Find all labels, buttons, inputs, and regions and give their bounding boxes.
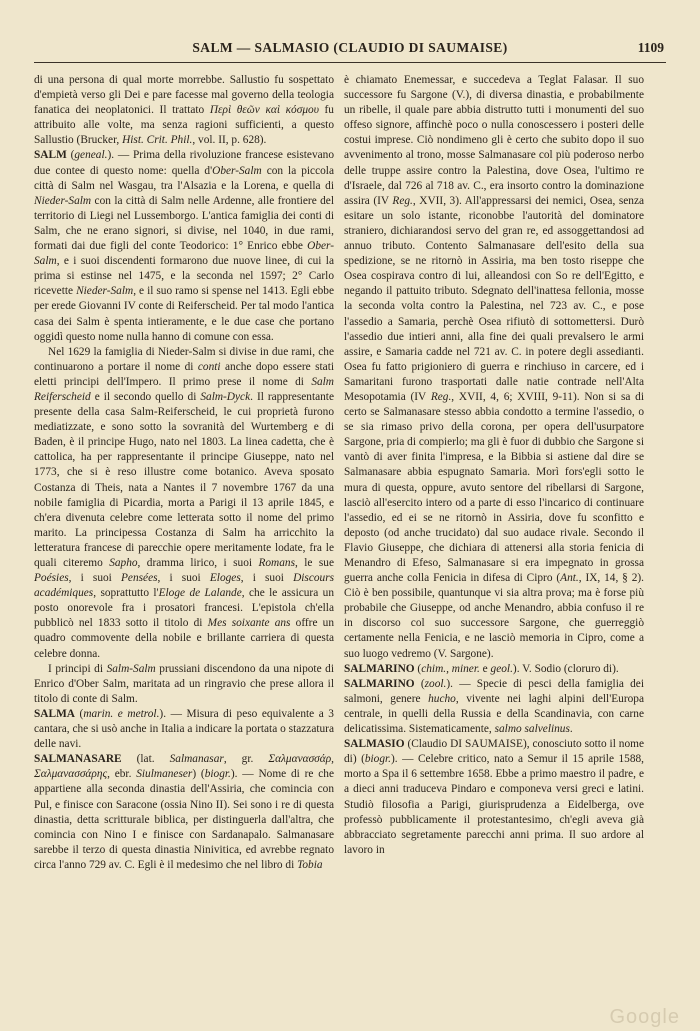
text-run: fu attribuito alle volte, ma senza ragioni sufficienti, a questo Sallustio (Brucker, xyxy=(34,104,334,147)
italic-text: Nieder-Salm xyxy=(76,285,134,298)
italic-text: chim., miner. xyxy=(421,662,480,675)
text-run: ) ( xyxy=(192,768,205,781)
italic-text: Περὶ θεῶν καὶ κόσμου xyxy=(209,104,319,117)
text-run: ). — Celebre critico, nato a Semur il 15 aprile 1588, morto a Spa il 6 settembre 1658. Ebbe a primo maestro il padre, e a dieci anni traduceva Pindaro e componeva versi greci e latini. Studiò filosofia a Parigi, giurisprudenza a Eidelberga, ove professò pubblicamente il protestantesimo, ch'egli aveva già abbracciato segretamente parecchi anni prima. Il suo ardore al lavoro in xyxy=(344,753,644,856)
italic-text: Tobia xyxy=(297,858,323,871)
text-run: , XVII, 3). All'appressarsi dei nemici, Osea, senza esitare un solo istante, riconobbe l'autorità del dominatore straniero, dichiarandosi servo del gran re, ed assoggettandosi ad annuo tributo. Contento Salmanasare dell'esito della sua spedizione, se ne ritornò in Assiria, ma ben tosto riseppe che Osea cospirava contro di lui, alleandosi con So re dell'Egitto, e negando il pattuito tributo. Sdegnato dell'inattesa fellonia, mosse la seconda volta contro la Palestina, nel 723 av. C., e pose l'assedio a Samaria, perchè Osea rifiutò di sottomettersi. Durò l'assedio due intieri anni, alla fine dei quali prevalsero le armi assire, e Samaria cadde nel 721 av. C. in potere degli assedianti. Osea fu fatto prigioniero di guerra e rinchiuso in carcere, ed i Samaritani furono trasportati dalle natie contrade nell'Alta Mesopotamia (IV xyxy=(344,194,645,403)
italic-text: Salm-Dyck xyxy=(200,390,251,403)
italic-text: Discours académiques xyxy=(34,572,335,600)
text-run: , vol. II, p. 628). xyxy=(192,134,267,147)
text-run: , e i suoi discendenti formarono due nuove linee, di cui la prima si estinse nel 1475, e la seconda nel 1597; 2° Carlo ricevette xyxy=(34,255,334,298)
text-run: con la città di Salm nelle Ardenne, alle frontiere del territorio di Liegi nel Lussemborgo. L'antica famiglia dei conti di Salm, che ne erano signori, si divise, nel 1040, in due rami, formati dai due figli del conte Teodorico: 1° Enrico ebbe xyxy=(34,194,334,253)
headword: SALMANASARE xyxy=(34,753,122,766)
italic-text: zool. xyxy=(424,677,447,690)
paragraph xyxy=(34,707,334,752)
headword: SALMARINO xyxy=(344,677,415,690)
text-run: , i suoi xyxy=(68,572,121,585)
italic-text: Salmanasar xyxy=(169,753,224,766)
running-header xyxy=(34,38,666,63)
italic-text: Siulmaneser xyxy=(136,768,193,781)
text-run: . xyxy=(569,723,573,736)
text-run: è chiamato Enemessar, e succedeva a Teglat Falasar. Il suo successore fu Sargone (V.), di diversa dinastia, e probabilmente un ribelle, il quale pare abbia distrutto tutti i monumenti del suo offeso signore, affinchè poco o nulla conoscessero i posteri delle costui imprese. Ciò nondimeno gli è certo che subito dopo il suo avvenimento al trono, mosse Salmanasare col più poderoso nerbo delle truppe assire contro la Palestina, dove Osea, l'ultimo re d'Israele, dal 726 al 718 av. C., era insorto contro la dominazione assira (IV xyxy=(344,74,644,207)
page-number: 1109 xyxy=(637,40,664,55)
text-run: ). V. Sodio (cloruro di). xyxy=(512,662,619,675)
italic-text: salmo salvelinus xyxy=(494,723,570,736)
italic-text: biogr. xyxy=(364,753,392,766)
italic-text: Ober-Salm xyxy=(34,240,334,268)
text-run: , vivente nei laghi alpini dell'Europa centrale, in quelli della Russia e della Scandinavia, con carne delicatissima. Sistematicamente, xyxy=(344,692,645,736)
paragraph xyxy=(344,677,644,737)
text-run: , ebr. xyxy=(107,768,137,781)
text-run: offre un quadro commovente della nobile e brillante carriera di questa celebre donna. xyxy=(34,617,335,660)
paragraph xyxy=(34,345,334,662)
text-run: , i suoi xyxy=(240,572,294,585)
text-run: (Claudio DI SAUMAISE), conosciuto sotto il nome di) ( xyxy=(344,738,644,766)
text-run: ( xyxy=(66,149,75,162)
italic-text: Salm-Salm xyxy=(106,662,156,675)
text-run: , che le assicura un posto onorevole fra i prosatori francesi. L'epistola ch'ella pubblicò nel 1833 sotto il titolo di xyxy=(34,587,334,630)
italic-text: Romans xyxy=(258,557,296,569)
text-run: di una persona di qual morte morrebbe. Sallustio fu sospettato d'empietà verso gli Dei e pare facesse mal governo della teologia fanatica dei neoplatonici. Il trattato xyxy=(34,74,334,117)
italic-text: Pensées xyxy=(120,572,158,585)
text-run: , gr. xyxy=(223,753,269,766)
paragraph xyxy=(344,73,644,662)
text-run: ( xyxy=(414,677,425,690)
text-run: , dramma lirico, i suoi xyxy=(137,557,259,569)
text-run: ). — Nome di re che appartiene alla seconda dinastia dell'Assiria, che comincia con Pul, e finisce con Saracone (ossia Nino II). Sei sono i re di questa dinastia, detta scritturale biblica, per distinguerla dall'altra, che comincia con Nino I e finisce con Sardanapalo. Salmanasare sarebbe il terzo di questa dinastia Ninivitica, ed avrebbe regnato circa l'anno 729 av. C. Egli è il medesimo che nel libro di xyxy=(34,768,334,871)
paragraph xyxy=(34,752,334,873)
text-run: , i suoi xyxy=(157,572,210,585)
paragraph xyxy=(34,148,334,344)
header-title: SALM — SALMASIO (CLAUDIO DI SAUMAISE) xyxy=(192,40,508,55)
italic-text: Ober-Salm xyxy=(212,164,262,177)
italic-text: Σαλμανασσάρ, Σαλμανασσάρης xyxy=(34,753,334,781)
headword: SALMARINO xyxy=(344,662,415,675)
italic-text: Hist. Crit. Phil. xyxy=(122,134,193,147)
text-run: , XVII, 4, 6; XVIII, 9-11). Non si sa di certo se Salmanasare stesso abbia condotto a termine l'assedio, o se sia rimaso privo della corona, per opera dell'usurpatore Sargone, pria di compierlo; ma gli è fuor di dubbio che Sargone si vantò di aver finita l'impresa, e la Bibbia si astiene dal dire se Salmanasare abbia espugnato Samaria. Morì fors'egli sotto le mura di questa, oppure, avuto sentore del ribellarsi di Sargone, lasciò all'esercito intero od a parte di esso l'incarico di continuare l'assedio, ed ei se ne ritornò in Assiria, dove fu sconfitto e deposto (od anche trucidato) dal suo audace rivale. Secondo il Flavio Giuseppe, che dichiara di attenersi alla storia fenicia di Menandro di Efeso, Salmanasare si era impegnato in grossa guerra anche colla Fenicia in difesa di Cipro ( xyxy=(344,390,644,585)
italic-text: geneal. xyxy=(74,149,108,162)
italic-text: Eloges xyxy=(209,572,241,585)
italic-text: Ant. xyxy=(560,572,579,585)
text-run: I principi di xyxy=(48,662,107,675)
italic-text: geol. xyxy=(490,662,513,675)
paragraph xyxy=(344,737,644,858)
italic-text: biogr. xyxy=(204,768,231,781)
italic-text: Sapho xyxy=(109,557,138,569)
headword: SALM xyxy=(34,149,67,162)
italic-text: hucho xyxy=(428,692,456,705)
italic-text: Reg. xyxy=(392,194,413,207)
text-run: anche dopo essere stati eletti principi dell'Impero. Il primo prese il nome di xyxy=(34,360,334,388)
text-run: e xyxy=(479,662,491,675)
text-run: ). — Prima della rivoluzione francese esistevano due contee di questo nome: quella d' xyxy=(34,149,334,177)
text-run: ). — Misura di peso equivalente a 3 cantara, che si usò anche in Italia a indicare la portata o stazzatura delle navi. xyxy=(34,707,334,751)
text-run: ). — Specie di pesci della famiglia dei salmoni, genere xyxy=(344,677,644,705)
text-run: , e il suo ramo si spense nel 1413. Egli ebbe per erede Giovanni IV conte di Reiferscheid. Per tal modo l'antica casa dei Salm è spenta intieramente, e le due case che portano oggidì questo nome nulla hanno di comune con essa. xyxy=(34,285,335,343)
text-run: ( xyxy=(414,662,422,675)
paragraph xyxy=(34,662,334,707)
italic-text: Poésies xyxy=(34,572,69,585)
text-run: , IX, 14, § 2). Ciò è ben possibile, quantunque vi sia altra prova; ma è forse più probabile che Giuseppe, od anche Menandro, abbia confuso il re in discorso col suo successore Sargone, che guerreggiò certamente nella Fenicia, e ne lasciò memoria in Cipro, come a suo luogo vedremo (V. Sargone). xyxy=(344,572,645,660)
text-run: con la piccola città di Salm nel Wasgau, tra l'Alsazia e la Lorena, e quella di xyxy=(34,164,334,192)
italic-text: Salm Reiferscheid xyxy=(34,375,334,403)
italic-text: Mes soixante ans xyxy=(207,617,291,630)
italic-text: Eloge de Lalande xyxy=(158,587,242,600)
text-run: (lat. xyxy=(121,753,170,766)
text-run: , le sue xyxy=(295,557,334,569)
right-column xyxy=(344,73,644,858)
text-run: prussiani discendono da una nipote di Enrico d'Ober Salm, maritata ad un ringravio che prese allora il titolo di conte di Salm. xyxy=(34,662,334,705)
paragraph xyxy=(34,73,334,148)
text-run: . Il rappresentante presente della casa Salm-Reiferscheid, le cui proprietà furono mediatizzate, e sono sotto la sovranità del Wurtemberg e di Baden, è il principe Hugo, nato nel 1803. La linea cadetta, che è cattolica, ha per rappresentante il principe Giuseppe, nato nel 1773, che si è reso illustre come botanico. Aveva sposato Costanza di Theis, nata a Nantes il 7 novembre 1767 da una nobile famiglia di Picardia, morta a Parigi il 13 aprile 1845, e ch'era divenuta celebre come letterata sotto il nome del primo marito. La principessa Costanza di Salm ha arricchito la letteratura francese di parecchie opere meritamente lodate, fra le quali citeremo xyxy=(34,390,334,569)
italic-text: marin. e metrol. xyxy=(83,707,160,720)
left-column xyxy=(34,73,334,873)
google-watermark: Google xyxy=(609,1006,680,1028)
paragraph xyxy=(344,662,644,677)
italic-text: Nieder-Salm xyxy=(34,194,92,207)
text-run: ( xyxy=(74,707,84,720)
text-run: e il secondo quello di xyxy=(90,390,201,403)
text-run: Nel 1629 la famiglia di Nieder-Salm si divise in due rami, che continuarono a portare il nome di xyxy=(34,345,334,373)
italic-text: conti xyxy=(197,360,221,373)
headword: SALMA xyxy=(34,707,75,720)
italic-text: Reg. xyxy=(430,390,452,403)
text-run: , soprattutto l' xyxy=(93,587,159,600)
headword: SALMASIO xyxy=(344,738,405,751)
